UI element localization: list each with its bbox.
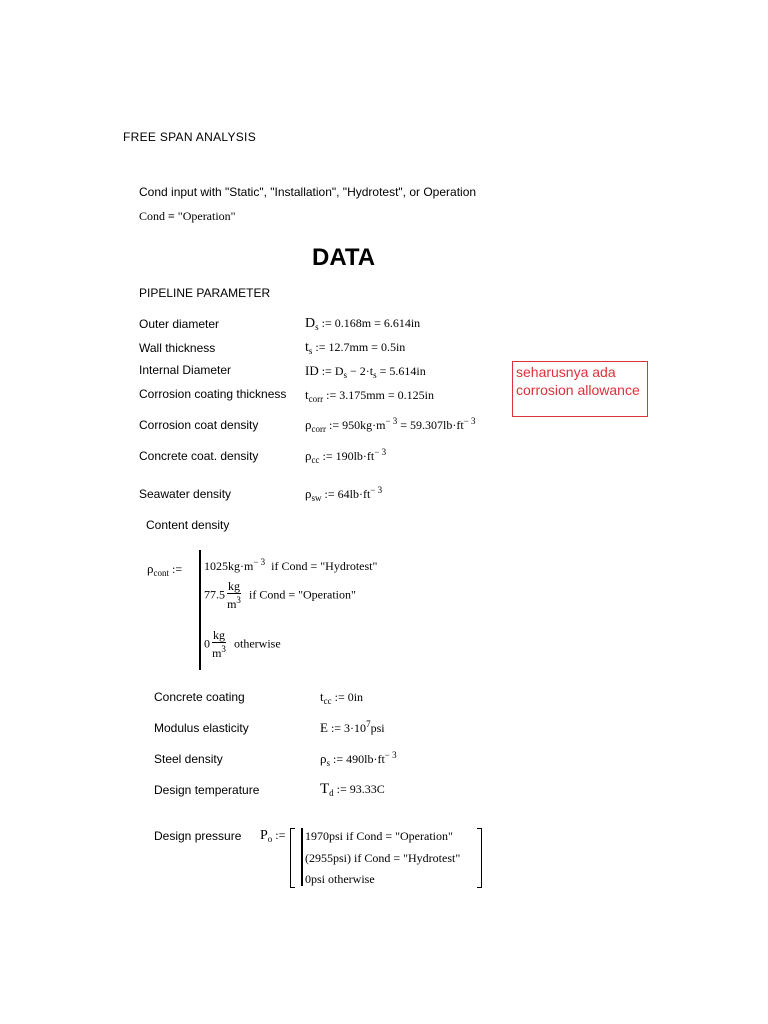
piecewise-bar [301, 828, 303, 886]
piecewise-case: $1025kg\cdot m^{- 3}$ if Cond = "Hydrotest" [204, 557, 378, 573]
param-label: Internal Diameter [139, 363, 232, 377]
param-label: Concrete coat. density [139, 449, 259, 463]
param-label: Concrete coating [154, 690, 245, 704]
param-label: Corrosion coat density [139, 418, 259, 432]
right-bracket [477, 828, 482, 888]
param-expression: $T_d$ := 93.33C [320, 781, 385, 798]
param-label: Modulus elasticity [154, 721, 249, 735]
param-expression: ID := $D_s - 2\cdot t_s = 5.614in$ [305, 363, 426, 380]
param-label: Outer diameter [139, 317, 220, 331]
param-expression: $D_s$ := 0.168m = 6.614in [305, 316, 421, 332]
param-label: Corrosion coating thickness [139, 387, 287, 401]
cond-definition: Cond ≡ "Operation" [139, 209, 236, 223]
param-label: Seawater density [139, 487, 232, 501]
design-pressure-symbol: $P_o$ := [260, 828, 286, 844]
piecewise-case: 77.5 $\frac{kg}{m^3}$ if Cond = "Operation" [204, 579, 356, 611]
param-label: Design pressure [154, 829, 242, 843]
rho-cont-symbol: $\rho_{cont}$ := [147, 561, 183, 578]
piecewise-bar [199, 550, 201, 670]
pipeline-header: PIPELINE PARAMETER [139, 286, 271, 300]
annotation-note: seharusnya ada corrosion allowance [512, 361, 648, 417]
param-expression: $t_s$ := 12.7mm = 0.5in [305, 340, 406, 356]
pressure-case: (2955psi) if Cond = "Hydrotest" [305, 851, 461, 865]
pressure-case: 0psi otherwise [305, 872, 375, 886]
param-label: Wall thickness [139, 341, 216, 355]
param-expression: $\rho_{sw}$ := $64lb\cdot ft^{- 3}$ [305, 485, 383, 503]
page-title: FREE SPAN ANALYSIS [123, 130, 256, 144]
cond-note: Cond input with "Static", "Installation", "Hydrotest", or Operation [139, 185, 477, 199]
param-expression: $\rho_{cc}$ := $190lb\cdot ft^{- 3}$ [305, 447, 387, 465]
param-expression: E := $3\cdot 10^7psi$ [320, 719, 385, 735]
param-expression: $\rho_s$ := $490lb\cdot ft^{- 3}$ [320, 750, 397, 768]
left-bracket [290, 828, 295, 888]
param-label: Steel density [154, 752, 223, 766]
pressure-case: 1970psi if Cond = "Operation" [305, 829, 453, 843]
param-expression: $\rho_{corr}$ := $950kg\cdot m^{- 3} = 59.307lb\cdot ft^{- 3}$ [305, 416, 476, 434]
section-title: DATA [312, 244, 376, 271]
param-label: Design temperature [154, 783, 260, 797]
param-expression: $t_{cc}$ := 0in [320, 689, 364, 706]
content-density-label: Content density [146, 518, 230, 532]
param-expression: $t_{corr}$ := 3.175mm = 0.125in [305, 387, 434, 404]
piecewise-case: 0 $\frac{kg}{m^3}$ otherwise [204, 628, 281, 660]
